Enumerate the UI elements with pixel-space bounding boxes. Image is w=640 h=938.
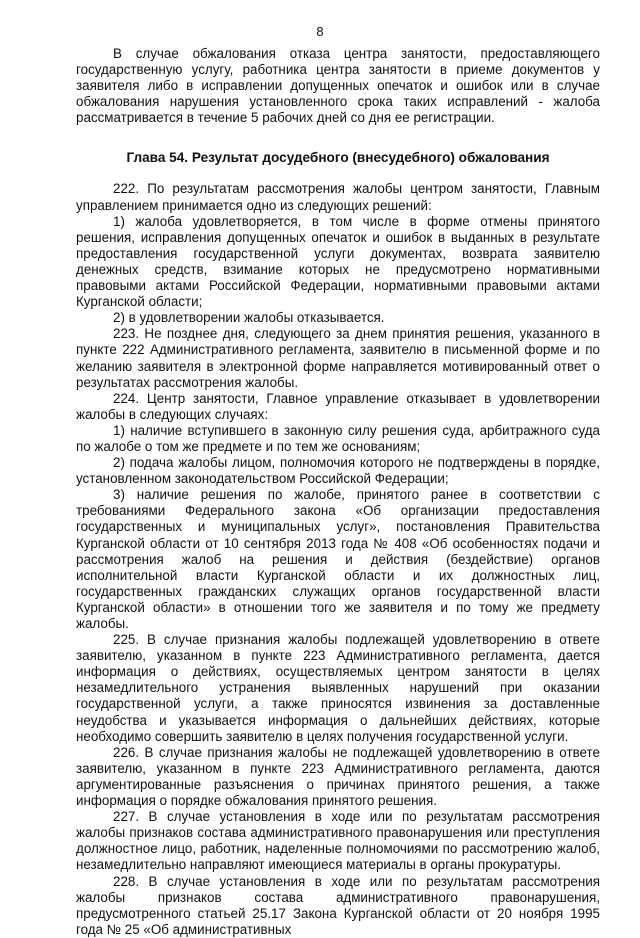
paragraph-223: 223. Не позднее дня, следующего за днем принятия решения, указанного в пункте 222 Административного регламента, заявителю в письменной форме и по желанию заявителя в электронной форме направляется мотивированный ответ о результатах рассмотрения жалобы. [76,326,600,390]
paragraph-222: 222. По результатам рассмотрения жалобы центром занятости, Главным управлением принимается одно из следующих решений: [76,181,600,213]
paragraph-224-item-1: 1) наличие вступившего в законную силу решения суда, арбитражного суда по жалобе о том же предмете и по тем же основаниям; [76,422,600,454]
paragraph-225: 225. В случае признания жалобы подлежащей удовлетворению в ответе заявителю, указанном в пункте 223 Административного регламента, дается информация о действиях, осуществляемых центром занятости в целях незамедлительного устранения выявленных нарушений при оказании государственной услуги, а также приносятся извинения за доставленные неудобства и указывается информация о дальнейших действиях, которые необходимо совершить заявителю в целях получения государственной услуги. [76,632,600,744]
intro-paragraph: В случае обжалования отказа центра занятости, предоставляющего государственную услугу, работника центра занятости в приеме документов у заявителя либо в исправлении допущенных опечаток и ошибок или в случае обжалования нарушения установленного срока таких исправлений - жалоба рассматривается в течение 5 рабочих дней со дня ее регистрации. [76,46,600,126]
paragraph-224: 224. Центр занятости, Главное управление отказывает в удовлетворении жалобы в следующих случаях: [76,390,600,422]
paragraph-222-item-1: 1) жалоба удовлетворяется, в том числе в форме отмены принятого решения, исправления допущенных опечаток и ошибок в выданных в результате предоставления государственной услуги документах, возврата заявителю денежных средств, взимание которых не предусмотрено нормативными правовыми актами Российской Федерации, нормативными правовыми актами Курганской области; [76,213,600,310]
paragraph-228: 228. В случае установления в ходе или по результатам рассмотрения жалобы признаков состава административного правонарушения, предусмотренного статьей 25.17 Закона Курганской области от 20 ноября 1995 года № 25 «Об административных [76,873,600,937]
document-body [76,46,600,938]
paragraph-227: 227. В случае установления в ходе или по результатам рассмотрения жалобы признаков состава административного правонарушения или преступления должностное лицо, работник, наделенные полномочиями по рассмотрению жалоб, незамедлительно направляют имеющиеся материалы в органы прокуратуры. [76,809,600,873]
paragraph-224-item-3: 3) наличие решения по жалобе, принятого ранее в соответствии с требованиями Федерального закона «Об организации предоставления государственных и муниципальных услуг», постановления Правительства Курганской области от 10 сентября 2013 года № 408 «Об особенностях подачи и рассмотрения жалоб на решения и действия (бездействие) органов исполнительной власти Курганской области и их должностных лиц, государственных гражданских служащих органов государственной власти Курганской области» в отношении того же заявителя и по тому же предмету жалобы. [76,487,600,631]
chapter-heading: Глава 54. Результат досудебного (внесудебного) обжалования [126,150,550,166]
paragraph-222-item-2: 2) в удовлетворении жалобы отказывается. [113,310,385,326]
paragraph-226: 226. В случае признания жалобы не подлежащей удовлетворению в ответе заявителю, указанном в пункте 223 Административного регламента, даются аргументированные разъяснения о причинах принятого решения, а также информация о порядке обжалования принятого решения. [76,744,600,809]
paragraph-224-item-2: 2) подача жалобы лицом, полномочия которого не подтверждены в порядке, установленном законодательством Российской Федерации; [76,455,600,487]
page-number: 8 [316,24,324,39]
